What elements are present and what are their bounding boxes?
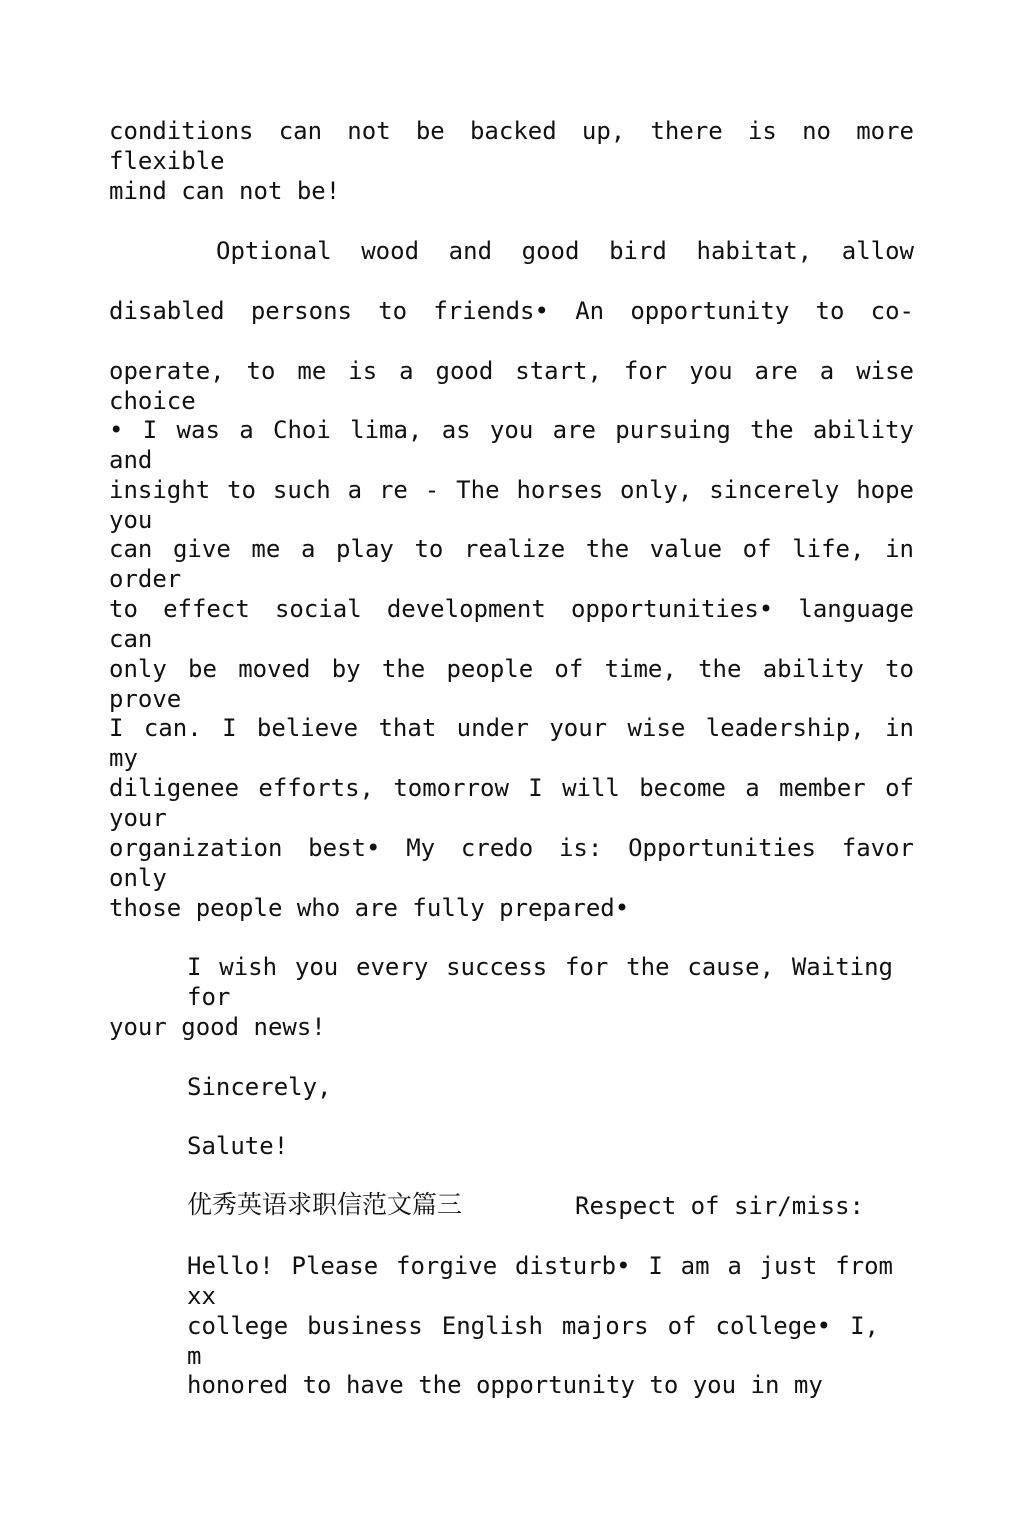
paragraph-line: Hello! Please forgive disturb• I am a just from xx bbox=[187, 1252, 893, 1310]
paragraph-line: organization best• My credo is: Opportunities favor only bbox=[109, 834, 914, 892]
paragraph-line: • I was a Choi lima, as you are pursuing the ability and bbox=[109, 416, 914, 474]
paragraph-line: those people who are fully prepared• bbox=[109, 894, 630, 922]
paragraph-line: mind can not be! bbox=[109, 177, 341, 205]
paragraph-line: conditions can not be backed up, there is no more flexible bbox=[109, 117, 914, 175]
closing-line: Salute! bbox=[187, 1132, 289, 1160]
paragraph-line: can give me a play to realize the value of life, in order bbox=[109, 535, 914, 593]
paragraph-line: your good news! bbox=[109, 1013, 326, 1041]
paragraph-line: operate, to me is a good start, for you are a wise choice bbox=[109, 357, 914, 415]
section-greeting: Respect of sir/miss: bbox=[575, 1192, 864, 1220]
section-heading: 优秀英语求职信范文篇三 bbox=[187, 1190, 463, 1219]
paragraph-line: diligenee efforts, tomorrow I will become a member of your bbox=[109, 774, 914, 832]
paragraph-line: I wish you every success for the cause, Waiting for bbox=[187, 953, 893, 1011]
paragraph-line: only be moved by the people of time, the ability to prove bbox=[109, 655, 914, 713]
paragraph-line: college business English majors of college• I, m bbox=[187, 1312, 879, 1370]
paragraph-line: to effect social development opportunities• language can bbox=[109, 595, 914, 653]
paragraph-line: Optional wood and good bird habitat, allow bbox=[216, 237, 914, 265]
paragraph-line: insight to such a re - The horses only, sincerely hope you bbox=[109, 476, 914, 534]
closing-line: Sincerely, bbox=[187, 1073, 332, 1101]
paragraph-line: disabled persons to friends• An opportunity to co- bbox=[109, 297, 914, 325]
paragraph-line: I can. I believe that under your wise leadership, in my bbox=[109, 714, 914, 772]
paragraph-line: honored to have the opportunity to you in my bbox=[187, 1371, 823, 1399]
